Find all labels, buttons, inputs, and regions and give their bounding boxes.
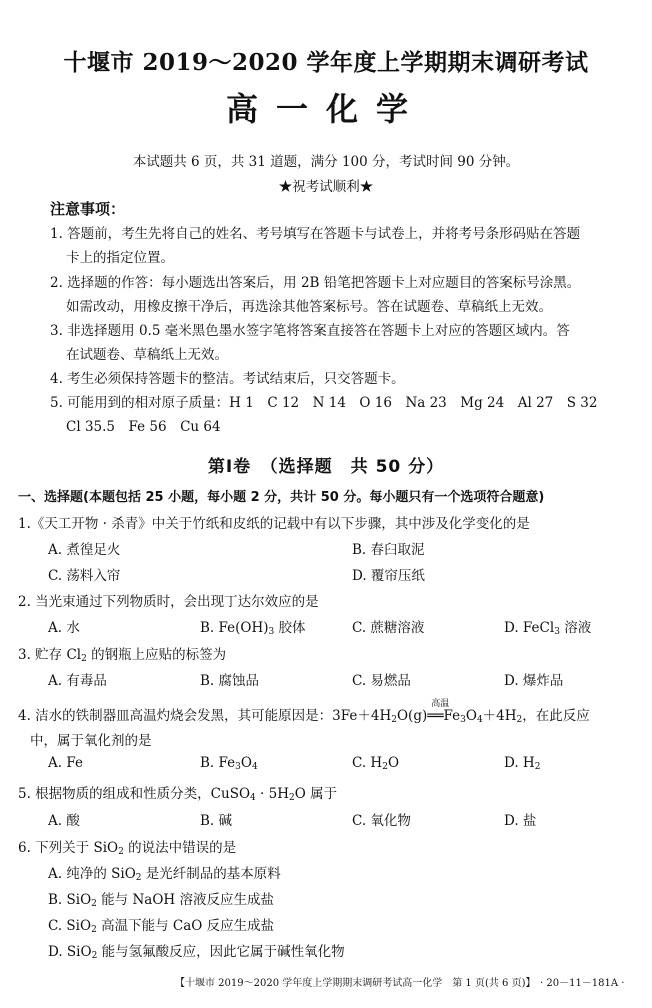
q3-option-c: C. 易燃品 bbox=[352, 673, 411, 689]
q2-option-c: C. 蔗糖溶液 bbox=[352, 620, 425, 636]
notice-line: 2. 选择题的作答：每小题选出答案后，用 2B 铅笔把答题卡上对应题目的答案标号涂黑。 bbox=[50, 275, 581, 291]
q4-stem-line2: 中，属于氧化剂的是 bbox=[30, 733, 152, 749]
notice-line: 3. 非选择题用 0.5 毫米黑色墨水签字笔将答案直接答在答题卡上对应的答题区域内。答 bbox=[50, 323, 570, 339]
q3-option-a: A. 有毒品 bbox=[48, 673, 107, 689]
q4-option-b: B. $Fe_3O_4$ bbox=[200, 755, 258, 772]
q5-option-a: A. 酸 bbox=[48, 813, 80, 829]
q2-option-a: A. 水 bbox=[48, 620, 80, 636]
notice-line: 在试题卷、草稿纸上无效。 bbox=[66, 347, 228, 363]
q4-option-d: D. $H_2$ bbox=[504, 755, 541, 772]
q6-stem: 6. 下列关于 SiO$_2$ 的说法中错误的是 bbox=[18, 840, 237, 857]
q1-stem: 1.《天工开物 · 杀青》中关于竹纸和皮纸的记载中有以下步骤，其中涉及化学变化的是 bbox=[18, 516, 530, 532]
subject-title: 高一化学 bbox=[225, 90, 426, 128]
q3-option-d: D. 爆炸品 bbox=[504, 673, 564, 689]
q4-option-c: C. $H_2O$ bbox=[352, 755, 400, 772]
q1-option-a: A. 煮徨足火 bbox=[48, 542, 121, 558]
q4-stem-line1: 4. 洁水的铁制器皿高温灼烧会发黑，其可能原因是：$3Fe+4H_2O(g)$ 高温 $══Fe_3O_4+4H_2$，在此反应 bbox=[18, 699, 590, 725]
q6-option-d: D. SiO$_2$ 能与氢氟酸反应，因此它属于碱性氧化物 bbox=[48, 944, 345, 961]
q1-option-b: B. 春臼取泥 bbox=[352, 542, 425, 558]
q5-option-c: C. 氧化物 bbox=[352, 813, 411, 829]
q4-option-a: A. Fe bbox=[48, 755, 83, 771]
notice-line: 5. 可能用到的相对原子质量：H 1 C 12 N 14 O 16 Na 23 Mg 24 Al 27 S 32 bbox=[50, 395, 598, 411]
q2-option-d: D. FeCl$_3$ 溶液 bbox=[504, 620, 592, 637]
exam-title: 十堰市 2019～2020 学年度上学期期末调研考试 bbox=[63, 49, 589, 76]
notice-line: 如需改动，用橡皮擦干净后，再选涂其他答案标号。答在试题卷、草稿纸上无效。 bbox=[66, 299, 552, 315]
q5-stem: 5. 根据物质的组成和性质分类，CuSO$_4$ · $5H_2O$ 属于 bbox=[18, 786, 338, 803]
q1-option-d: D. 覆帘压纸 bbox=[352, 568, 425, 584]
q3-stem: 3. 贮存 $Cl_2$ 的钢瓶上应贴的标签为 bbox=[18, 647, 227, 664]
paper-code: · 20－11－181A · bbox=[540, 978, 625, 989]
page-footer: 【十堰市 2019～2020 学年度上学期期末调研考试高一化学 第 1 页(共 6 页)】 bbox=[175, 978, 536, 989]
q5-option-b: B. 碱 bbox=[200, 813, 233, 829]
q2-option-b: B. $Fe(OH)_3$ 胶体 bbox=[200, 620, 306, 637]
section-description: 一、选择题(本题包括 25 小题，每小题 2 分，共计 50 分。每小题只有一个选项符合题意) bbox=[18, 490, 545, 505]
notice-line: Cl 35.5 Fe 56 Cu 64 bbox=[66, 419, 221, 435]
q3-option-b: B. 腐蚀品 bbox=[200, 673, 260, 689]
q6-option-a: A. 纯净的 SiO$_2$ 是光纤制品的基本原料 bbox=[48, 866, 281, 883]
q5-option-d: D. 盐 bbox=[504, 813, 537, 829]
q6-option-b: B. SiO$_2$ 能与 NaOH 溶液反应生成盐 bbox=[48, 892, 274, 909]
q1-option-c: C. 荡料入帘 bbox=[48, 568, 121, 584]
notice-heading: 注意事项： bbox=[50, 200, 126, 218]
notice-line: 卡上的指定位置。 bbox=[66, 250, 174, 266]
q6-option-c: C. SiO$_2$ 高温下能与 CaO 反应生成盐 bbox=[48, 918, 275, 935]
reaction-condition: 高温 ══ bbox=[427, 699, 450, 724]
exam-intro: 本试题共 6 页，共 31 道题，满分 100 分，考试时间 90 分钟。 bbox=[132, 154, 520, 170]
notice-line: 4. 考生必须保持答题卡的整洁。考试结束后，只交答题卡。 bbox=[50, 371, 405, 387]
good-luck-line: ★祝考试顺利★ bbox=[278, 179, 374, 195]
section-title: 第Ⅰ卷 （选择题 共 50 分） bbox=[207, 457, 445, 477]
q2-stem: 2. 当光束通过下列物质时，会出现丁达尔效应的是 bbox=[18, 594, 319, 610]
notice-line: 1. 答题前，考生先将自己的姓名、考号填写在答题卡与试卷上，并将考号条形码贴在答题 bbox=[50, 226, 581, 242]
